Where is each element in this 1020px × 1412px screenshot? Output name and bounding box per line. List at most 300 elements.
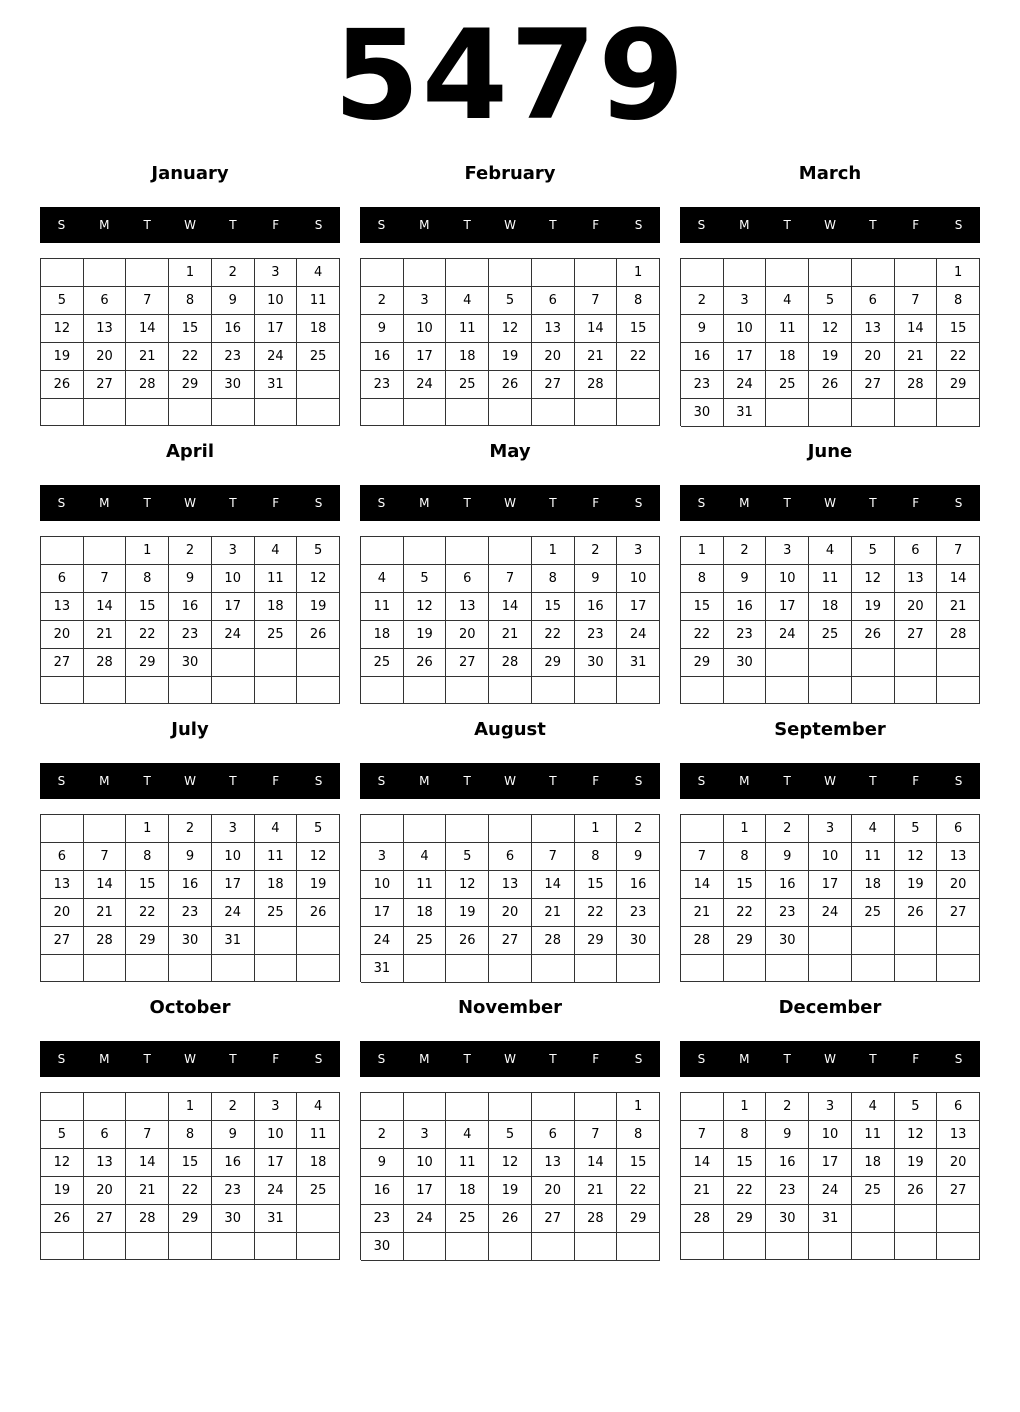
day-cell: 30 — [681, 399, 724, 427]
weekday-label: M — [739, 496, 750, 510]
weekday-label: S — [954, 774, 963, 788]
empty-day-cell — [126, 399, 169, 426]
empty-day-cell — [255, 677, 298, 704]
day-grid — [360, 814, 660, 982]
day-cell: 11 — [297, 287, 340, 315]
day-cell: 29 — [126, 927, 169, 955]
day-grid — [360, 258, 660, 426]
day-cell: 16 — [575, 593, 618, 621]
weekday-label: W — [824, 1052, 836, 1066]
day-cell: 20 — [41, 621, 84, 649]
weekday-label: S — [954, 496, 963, 510]
weekday-label: S — [314, 1052, 323, 1066]
weekday-label: S — [634, 218, 643, 232]
day-cell: 24 — [212, 899, 255, 927]
day-cell: 5 — [489, 1121, 532, 1149]
month-name: May — [489, 441, 531, 462]
day-cell: 6 — [895, 537, 938, 565]
day-cell: 25 — [404, 927, 447, 955]
day-cell: 10 — [809, 843, 852, 871]
weekday-label: T — [463, 774, 471, 788]
day-cell: 24 — [724, 371, 767, 399]
empty-day-cell — [809, 927, 852, 955]
weekday-label: T — [549, 1052, 557, 1066]
day-cell: 9 — [169, 565, 212, 593]
empty-day-cell — [41, 259, 84, 287]
day-cell: 23 — [169, 899, 212, 927]
empty-day-cell — [41, 1093, 84, 1121]
day-cell: 1 — [937, 259, 980, 287]
day-cell: 10 — [212, 565, 255, 593]
day-cell: 26 — [297, 899, 340, 927]
day-cell: 3 — [212, 537, 255, 565]
weekday-label: T — [463, 496, 471, 510]
empty-day-cell — [446, 1233, 489, 1261]
empty-day-cell — [255, 955, 298, 982]
month-name: January — [151, 163, 229, 184]
day-cell: 17 — [361, 899, 404, 927]
day-grid — [40, 1092, 340, 1260]
empty-day-cell — [212, 399, 255, 426]
day-cell: 1 — [169, 1093, 212, 1121]
weekday-label: T — [229, 496, 237, 510]
day-cell: 7 — [895, 287, 938, 315]
day-cell: 13 — [84, 1149, 127, 1177]
day-cell: 28 — [575, 1205, 618, 1233]
weekday-header — [680, 485, 980, 521]
day-cell: 22 — [126, 899, 169, 927]
weekday-label: F — [912, 496, 920, 510]
day-cell: 24 — [255, 343, 298, 371]
day-cell: 20 — [852, 343, 895, 371]
day-grid — [40, 258, 340, 426]
weekday-label: S — [314, 496, 323, 510]
day-cell: 11 — [809, 565, 852, 593]
day-cell: 3 — [617, 537, 660, 565]
empty-day-cell — [212, 955, 255, 982]
day-cell: 10 — [809, 1121, 852, 1149]
day-cell: 4 — [852, 815, 895, 843]
day-cell: 16 — [361, 1177, 404, 1205]
day-cell: 7 — [681, 843, 724, 871]
day-cell: 8 — [724, 1121, 767, 1149]
weekday-header — [40, 207, 340, 243]
empty-day-cell — [852, 955, 895, 982]
weekday-label: T — [783, 774, 791, 788]
day-cell: 16 — [212, 315, 255, 343]
day-cell: 12 — [489, 1149, 532, 1177]
day-cell: 7 — [937, 537, 980, 565]
day-cell: 23 — [169, 621, 212, 649]
weekday-label: T — [549, 218, 557, 232]
empty-day-cell — [404, 1233, 447, 1261]
day-cell: 12 — [489, 315, 532, 343]
day-cell: 24 — [617, 621, 660, 649]
weekday-label: M — [739, 774, 750, 788]
day-cell: 14 — [126, 1149, 169, 1177]
weekday-label: T — [783, 1052, 791, 1066]
day-cell: 9 — [169, 843, 212, 871]
day-cell: 10 — [404, 1149, 447, 1177]
weekday-label: T — [143, 1052, 151, 1066]
day-cell: 9 — [212, 1121, 255, 1149]
day-cell: 8 — [532, 565, 575, 593]
day-cell: 31 — [361, 955, 404, 983]
day-cell: 20 — [937, 1149, 980, 1177]
month-name: March — [798, 163, 862, 184]
day-cell: 28 — [575, 371, 618, 399]
day-cell: 11 — [297, 1121, 340, 1149]
day-cell: 30 — [212, 1205, 255, 1233]
empty-day-cell — [41, 399, 84, 426]
day-cell: 16 — [724, 593, 767, 621]
weekday-label: T — [549, 496, 557, 510]
empty-day-cell — [361, 537, 404, 565]
day-cell: 5 — [446, 843, 489, 871]
day-cell: 18 — [404, 899, 447, 927]
day-cell: 31 — [255, 1205, 298, 1233]
day-cell: 14 — [575, 315, 618, 343]
weekday-label: S — [377, 496, 386, 510]
empty-day-cell — [489, 537, 532, 565]
weekday-header — [680, 1041, 980, 1077]
empty-day-cell — [297, 677, 340, 704]
empty-day-cell — [575, 259, 618, 287]
month-name: September — [774, 719, 886, 740]
day-cell: 28 — [681, 927, 724, 955]
empty-day-cell — [84, 399, 127, 426]
day-cell: 24 — [766, 621, 809, 649]
day-cell: 21 — [84, 899, 127, 927]
day-cell: 4 — [404, 843, 447, 871]
day-cell: 14 — [681, 871, 724, 899]
empty-day-cell — [937, 399, 980, 427]
weekday-label: T — [229, 218, 237, 232]
empty-day-cell — [297, 1233, 340, 1260]
empty-day-cell — [297, 371, 340, 399]
day-cell: 22 — [575, 899, 618, 927]
day-cell: 23 — [766, 899, 809, 927]
day-cell: 22 — [126, 621, 169, 649]
weekday-label: M — [99, 1052, 110, 1066]
day-cell: 26 — [297, 621, 340, 649]
day-cell: 27 — [937, 1177, 980, 1205]
empty-day-cell — [852, 1205, 895, 1233]
empty-day-cell — [41, 955, 84, 982]
day-cell: 30 — [212, 371, 255, 399]
day-cell: 4 — [297, 1093, 340, 1121]
empty-day-cell — [404, 815, 447, 843]
day-cell: 16 — [361, 343, 404, 371]
empty-day-cell — [532, 259, 575, 287]
day-cell: 4 — [809, 537, 852, 565]
day-cell: 6 — [41, 843, 84, 871]
empty-day-cell — [575, 399, 618, 426]
weekday-label: M — [739, 218, 750, 232]
empty-day-cell — [446, 399, 489, 426]
day-cell: 29 — [724, 927, 767, 955]
day-cell: 7 — [126, 1121, 169, 1149]
day-cell: 15 — [617, 315, 660, 343]
day-cell: 22 — [532, 621, 575, 649]
day-cell: 27 — [84, 371, 127, 399]
month-name: February — [464, 163, 556, 184]
day-cell: 5 — [809, 287, 852, 315]
day-cell: 2 — [766, 815, 809, 843]
day-cell: 8 — [169, 287, 212, 315]
day-cell: 10 — [724, 315, 767, 343]
weekday-label: W — [184, 774, 196, 788]
day-cell: 1 — [126, 815, 169, 843]
empty-day-cell — [895, 955, 938, 982]
day-cell: 12 — [41, 1149, 84, 1177]
empty-day-cell — [297, 927, 340, 955]
empty-day-cell — [212, 677, 255, 704]
empty-day-cell — [446, 677, 489, 704]
empty-day-cell — [126, 955, 169, 982]
day-cell: 3 — [404, 1121, 447, 1149]
day-cell: 13 — [852, 315, 895, 343]
day-grid — [40, 536, 340, 704]
month-name: July — [171, 719, 209, 740]
empty-day-cell — [724, 259, 767, 287]
empty-day-cell — [724, 955, 767, 982]
day-cell: 14 — [681, 1149, 724, 1177]
weekday-label: W — [824, 774, 836, 788]
weekday-label: W — [504, 218, 516, 232]
empty-day-cell — [852, 399, 895, 427]
day-cell: 25 — [852, 1177, 895, 1205]
day-cell: 4 — [766, 287, 809, 315]
day-cell: 17 — [212, 871, 255, 899]
day-cell: 15 — [681, 593, 724, 621]
weekday-label: M — [99, 774, 110, 788]
day-cell: 23 — [575, 621, 618, 649]
day-cell: 5 — [41, 287, 84, 315]
day-cell: 30 — [575, 649, 618, 677]
day-cell: 19 — [404, 621, 447, 649]
weekday-label: S — [697, 1052, 706, 1066]
empty-day-cell — [446, 259, 489, 287]
empty-day-cell — [489, 815, 532, 843]
day-cell: 12 — [809, 315, 852, 343]
empty-day-cell — [489, 677, 532, 704]
weekday-label: S — [697, 496, 706, 510]
month-name: June — [807, 441, 853, 462]
day-cell: 27 — [41, 927, 84, 955]
day-cell: 11 — [446, 1149, 489, 1177]
weekday-header — [680, 207, 980, 243]
empty-day-cell — [532, 677, 575, 704]
empty-day-cell — [361, 677, 404, 704]
day-cell: 7 — [84, 843, 127, 871]
day-cell: 17 — [617, 593, 660, 621]
day-cell: 25 — [255, 899, 298, 927]
day-cell: 6 — [937, 1093, 980, 1121]
day-cell: 13 — [532, 1149, 575, 1177]
empty-day-cell — [84, 259, 127, 287]
empty-day-cell — [84, 1093, 127, 1121]
day-cell: 31 — [724, 399, 767, 427]
empty-day-cell — [681, 1233, 724, 1260]
day-cell: 24 — [404, 1205, 447, 1233]
weekday-label: F — [272, 1052, 280, 1066]
weekday-label: S — [954, 1052, 963, 1066]
day-cell: 27 — [895, 621, 938, 649]
day-cell: 7 — [489, 565, 532, 593]
day-cell: 15 — [937, 315, 980, 343]
day-cell: 3 — [766, 537, 809, 565]
day-cell: 9 — [575, 565, 618, 593]
day-cell: 12 — [446, 871, 489, 899]
day-cell: 31 — [255, 371, 298, 399]
day-cell: 12 — [404, 593, 447, 621]
day-cell: 28 — [126, 1205, 169, 1233]
empty-day-cell — [937, 927, 980, 955]
day-cell: 14 — [575, 1149, 618, 1177]
day-cell: 2 — [724, 537, 767, 565]
day-cell: 13 — [937, 843, 980, 871]
day-grid — [680, 536, 980, 704]
day-cell: 7 — [532, 843, 575, 871]
day-cell: 6 — [532, 287, 575, 315]
day-cell: 10 — [212, 843, 255, 871]
weekday-header — [680, 763, 980, 799]
day-cell: 21 — [575, 1177, 618, 1205]
day-cell: 9 — [361, 315, 404, 343]
empty-day-cell — [84, 677, 127, 704]
empty-day-cell — [255, 399, 298, 426]
day-cell: 16 — [212, 1149, 255, 1177]
empty-day-cell — [724, 677, 767, 704]
day-cell: 1 — [681, 537, 724, 565]
day-cell: 16 — [766, 1149, 809, 1177]
day-cell: 11 — [255, 565, 298, 593]
day-cell: 17 — [404, 1177, 447, 1205]
day-grid — [360, 1092, 660, 1260]
day-cell: 28 — [84, 927, 127, 955]
day-cell: 17 — [766, 593, 809, 621]
day-cell: 24 — [404, 371, 447, 399]
day-cell: 21 — [937, 593, 980, 621]
day-cell: 1 — [169, 259, 212, 287]
day-cell: 1 — [617, 259, 660, 287]
empty-day-cell — [809, 955, 852, 982]
weekday-label: W — [184, 496, 196, 510]
day-cell: 4 — [255, 537, 298, 565]
day-cell: 18 — [809, 593, 852, 621]
day-cell: 9 — [766, 843, 809, 871]
weekday-label: W — [504, 774, 516, 788]
empty-day-cell — [766, 649, 809, 677]
day-grid — [680, 258, 980, 426]
day-cell: 28 — [84, 649, 127, 677]
weekday-label: M — [99, 218, 110, 232]
empty-day-cell — [895, 1205, 938, 1233]
weekday-label: F — [912, 218, 920, 232]
empty-day-cell — [532, 815, 575, 843]
day-cell: 11 — [361, 593, 404, 621]
day-cell: 25 — [446, 1205, 489, 1233]
day-cell: 16 — [617, 871, 660, 899]
empty-day-cell — [532, 399, 575, 426]
empty-day-cell — [446, 815, 489, 843]
day-cell: 8 — [126, 565, 169, 593]
weekday-label: T — [869, 218, 877, 232]
weekday-label: T — [229, 774, 237, 788]
month-name: August — [474, 719, 546, 740]
day-cell: 26 — [446, 927, 489, 955]
day-cell: 9 — [724, 565, 767, 593]
day-cell: 20 — [937, 871, 980, 899]
day-cell: 21 — [489, 621, 532, 649]
empty-day-cell — [895, 259, 938, 287]
empty-day-cell — [617, 399, 660, 426]
day-cell: 29 — [169, 371, 212, 399]
day-cell: 29 — [681, 649, 724, 677]
empty-day-cell — [681, 955, 724, 982]
day-cell: 13 — [489, 871, 532, 899]
weekday-header — [40, 763, 340, 799]
day-cell: 5 — [297, 537, 340, 565]
day-cell: 12 — [895, 1121, 938, 1149]
empty-day-cell — [41, 537, 84, 565]
empty-day-cell — [766, 1233, 809, 1260]
day-cell: 4 — [361, 565, 404, 593]
day-cell: 6 — [852, 287, 895, 315]
day-cell: 6 — [489, 843, 532, 871]
day-cell: 3 — [809, 1093, 852, 1121]
day-cell: 20 — [84, 1177, 127, 1205]
day-cell: 27 — [937, 899, 980, 927]
day-cell: 14 — [489, 593, 532, 621]
day-cell: 23 — [724, 621, 767, 649]
month-name: April — [165, 441, 215, 462]
empty-day-cell — [126, 677, 169, 704]
weekday-label: W — [504, 496, 516, 510]
day-cell: 8 — [617, 1121, 660, 1149]
weekday-label: T — [143, 496, 151, 510]
weekday-label: S — [57, 1052, 66, 1066]
day-cell: 20 — [895, 593, 938, 621]
day-cell: 7 — [681, 1121, 724, 1149]
day-cell: 28 — [681, 1205, 724, 1233]
day-cell: 13 — [41, 593, 84, 621]
day-cell: 15 — [532, 593, 575, 621]
day-cell: 2 — [681, 287, 724, 315]
day-cell: 29 — [575, 927, 618, 955]
day-cell: 3 — [404, 287, 447, 315]
weekday-label: F — [272, 218, 280, 232]
empty-day-cell — [297, 1205, 340, 1233]
empty-day-cell — [852, 649, 895, 677]
day-cell: 13 — [84, 315, 127, 343]
day-cell: 6 — [41, 565, 84, 593]
day-cell: 2 — [361, 1121, 404, 1149]
day-cell: 25 — [852, 899, 895, 927]
month-name: November — [457, 997, 563, 1018]
day-cell: 18 — [852, 1149, 895, 1177]
weekday-label: F — [592, 774, 600, 788]
day-cell: 2 — [169, 537, 212, 565]
day-cell: 26 — [404, 649, 447, 677]
day-cell: 16 — [169, 871, 212, 899]
day-cell: 16 — [169, 593, 212, 621]
day-cell: 15 — [617, 1149, 660, 1177]
day-cell: 14 — [937, 565, 980, 593]
empty-day-cell — [895, 399, 938, 427]
empty-day-cell — [895, 677, 938, 704]
